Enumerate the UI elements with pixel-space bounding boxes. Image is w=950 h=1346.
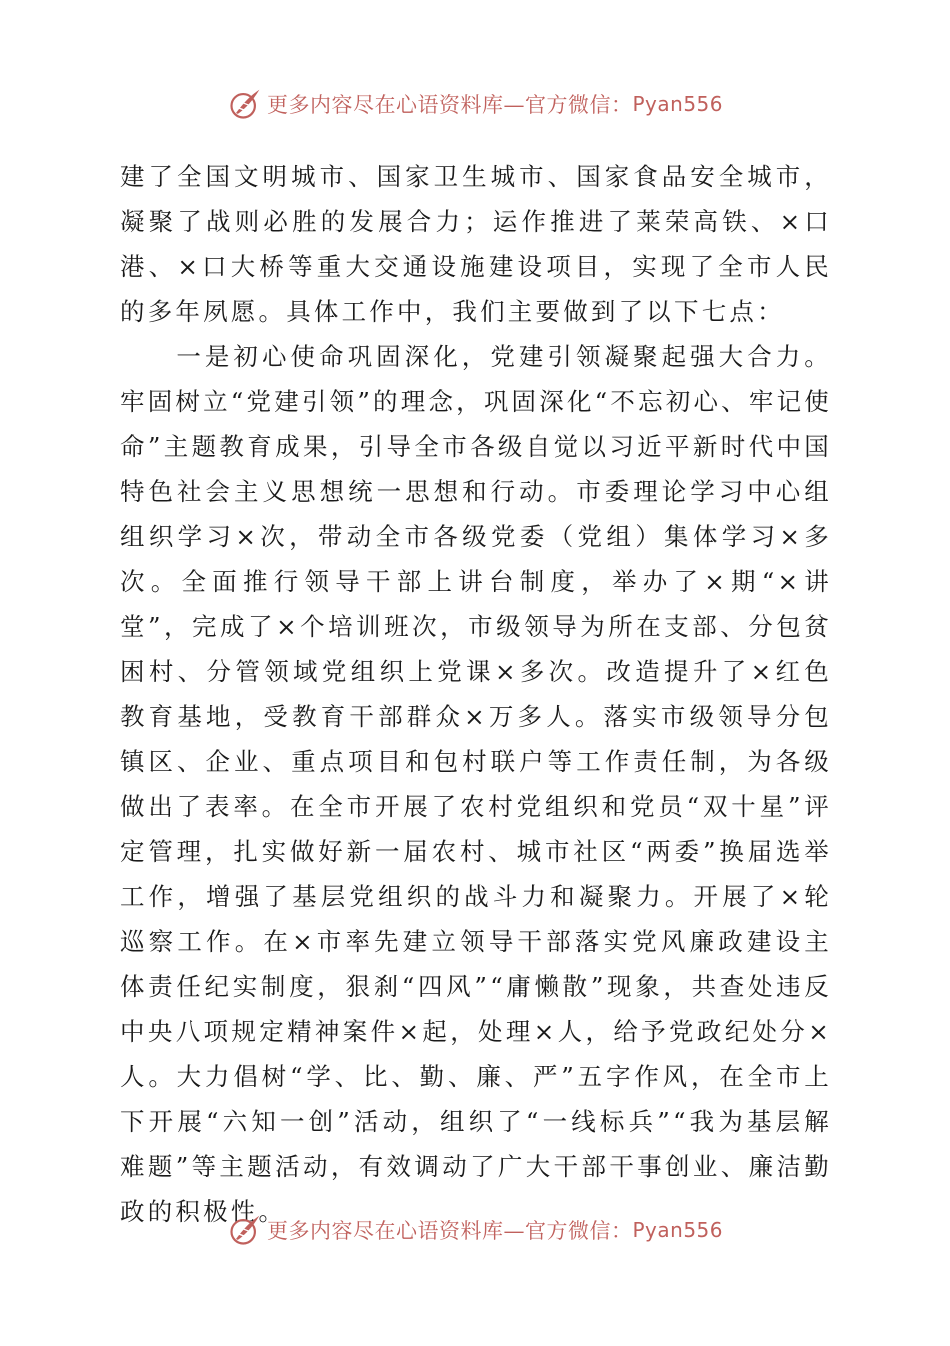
document-body <box>120 154 832 1234</box>
paragraph-continuation: 建了全国文明城市、国家卫生城市、国家食品安全城市，凝聚了战则必胜的发展合力；运作推进了莱荣高铁、×口港、×口大桥等重大交通设施建设项目，实现了全市人民的多年夙愿。具体工作中，我们主要做到了以下七点： <box>120 162 832 326</box>
footer-watermark <box>0 1212 950 1248</box>
watermark-wechat-id: Pyan556 <box>632 92 723 116</box>
header-watermark <box>0 86 950 122</box>
paragraph-party-building: 一是初心使命巩固深化，党建引领凝聚起强大合力。牢固树立“党建引领”的理念，巩固深化“不忘初心、牢记使命”主题教育成果，引导全市各级自觉以习近平新时代中国特色社会主义思想统一思想和行动。市委理论学习中心组组织学习×次，带动全市各级党委（党组）集体学习×多次。全面推行领导干部上讲台制度，举办了×期“×讲堂”，完成了×个培训班次，市级领导为所在支部、分包贫困村、分管领域党组织上党课×多次。改造提升了×红色教育基地，受教育干部群众×万多人。落实市级领导分包镇区、企业、重点项目和包村联户等工作责任制，为各级做出了表率。在全市开展了农村党组织和党员“双十星”评定管理，扎实做好新一届农村、城市社区“两委”换届选举工作，增强了基层党组织的战斗力和凝聚力。开展了×轮巡察工作。在×市率先建立领导干部落实党风廉政建设主体责任纪实制度，狠刹“四风”“庸懒散”现象，共查处违反中央八项规定精神案件×起，处理×人，给予党政纪处分×人。大力倡树“学、比、勤、廉、严”五字作风，在全市上下开展“六知一创”活动，组织了“一线标兵”“我为基层解难题”等主题活动，有效调动了广大干部干事创业、廉洁勤政的积极性。 <box>120 342 832 1226</box>
quill-pen-seal-icon <box>227 1212 263 1248</box>
watermark-wechat-id: Pyan556 <box>632 1218 723 1242</box>
watermark-text: 更多内容尽在心语资料库—官方微信： <box>266 93 633 117</box>
watermark-text: 更多内容尽在心语资料库—官方微信： <box>266 1219 633 1243</box>
quill-pen-seal-icon <box>227 86 263 122</box>
